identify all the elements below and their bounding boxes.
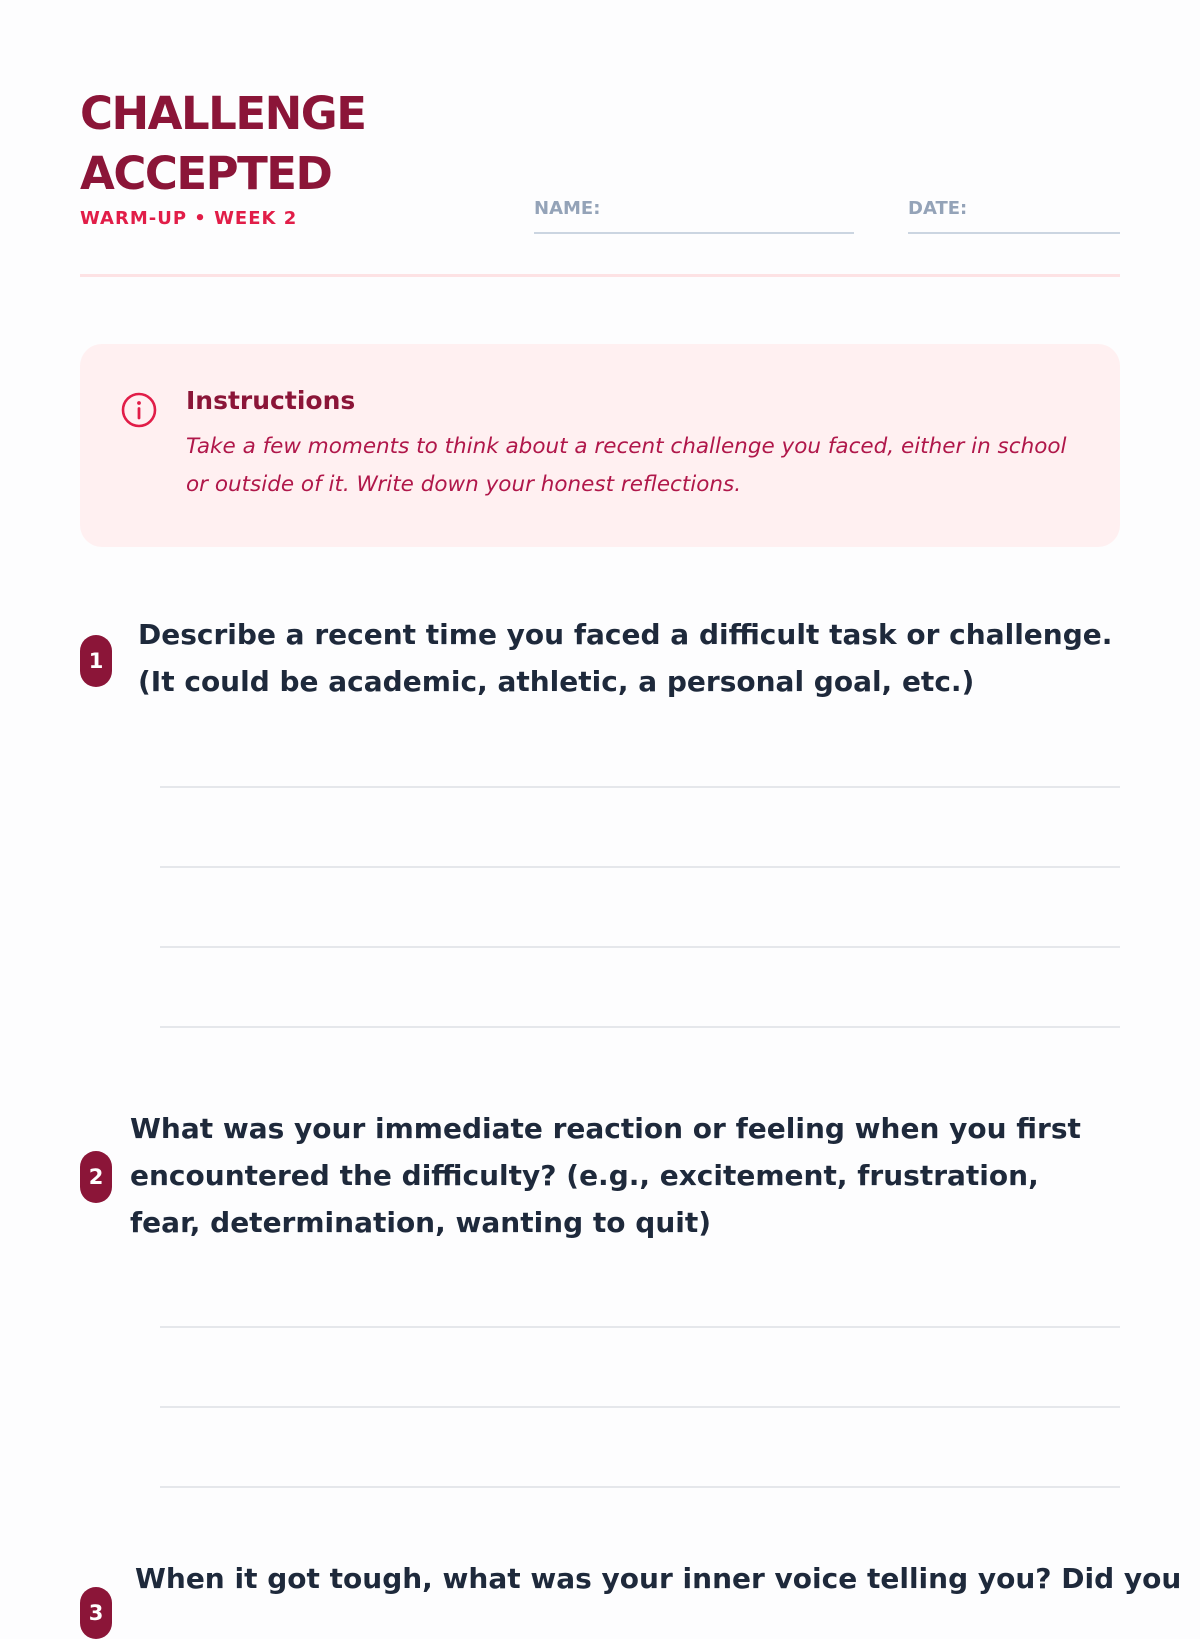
page-title: CHALLENGE ACCEPTED <box>80 87 366 200</box>
date-field[interactable] <box>908 198 1120 234</box>
question-text: When it got tough, what was your inner voice telling you? Did you <box>135 1562 1182 1595</box>
answer-line[interactable] <box>160 866 1120 868</box>
answer-line[interactable] <box>160 1406 1120 1408</box>
page-subtitle: WARM-UP • WEEK 2 <box>80 208 298 229</box>
answer-line[interactable] <box>160 1486 1120 1488</box>
name-field[interactable] <box>534 198 854 234</box>
answer-line[interactable] <box>160 786 1120 788</box>
worksheet-header <box>80 84 1120 274</box>
answer-line[interactable] <box>160 946 1120 948</box>
question-number-badge: 2 <box>80 1151 112 1203</box>
instructions-text: Take a few moments to think about a recent challenge you faced, either in school or outside of it. Write down your honest reflections. <box>186 434 1067 497</box>
answer-line[interactable] <box>160 1326 1120 1328</box>
question-3 <box>80 1562 1182 1625</box>
question-number-badge: 1 <box>80 635 112 687</box>
question-number-badge: 3 <box>80 1587 112 1639</box>
question-text: Describe a recent time you faced a difficult task or challenge. (It could be academic, athletic, a personal goal, etc.) <box>138 618 1113 698</box>
instructions-title: Instructions <box>186 386 356 415</box>
header-divider <box>80 274 1120 277</box>
question-text: What was your immediate reaction or feeling when you first encountered the difficulty? (e.g., excitement, frustration, fear, determination, wanting to quit) <box>130 1112 1081 1239</box>
answer-line[interactable] <box>160 1026 1120 1028</box>
name-label: NAME: <box>534 198 601 219</box>
date-label: DATE: <box>908 198 968 219</box>
instructions-box <box>80 344 1120 547</box>
worksheet-page <box>80 0 1182 1625</box>
info-icon <box>120 391 158 429</box>
